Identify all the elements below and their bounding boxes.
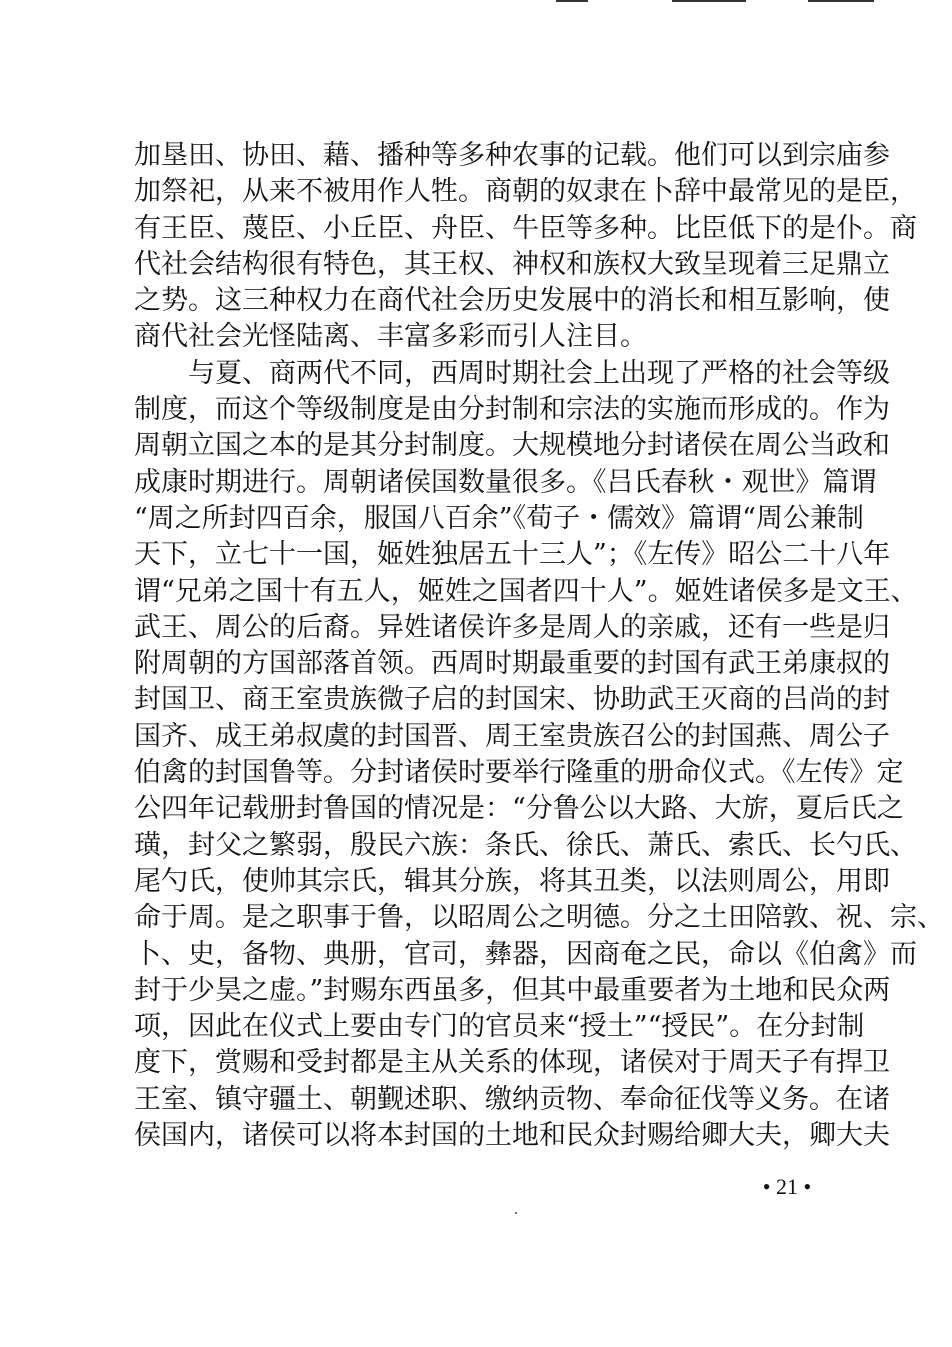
text-line: 封国卫、商王室贵族微子启的封国宋、协助武王灭商的吕尚的封 xyxy=(134,684,890,716)
top-edge-mark-3 xyxy=(808,0,874,2)
text-line: 之势。这三种权力在商代社会历史发展中的消长和相互影响，使 xyxy=(134,285,890,317)
text-line: 尾勺氏，使帅其宗氏，辑其分族，将其丑类，以法则周公，用即 xyxy=(134,865,890,897)
text-line: 度下，赏赐和受封都是主从关系的体现，诸侯对于周天子有捍卫 xyxy=(134,1047,890,1079)
text-line: 武王、周公的后裔。异姓诸侯许多是周人的亲戚，还有一些是归 xyxy=(134,611,890,643)
text-line: 侯国内，诸侯可以将本封国的土地和民众封赐给卿大夫，卿大夫 xyxy=(134,1120,890,1152)
body-text xyxy=(134,138,944,1154)
text-line: 制度，而这个等级制度是由分封制和宗法的实施而形成的。作为 xyxy=(134,394,890,426)
text-line: 加垦田、协田、藉、播种等多种农事的记载。他们可以到宗庙参 xyxy=(134,140,890,171)
scan-speck xyxy=(515,1212,517,1214)
text-line: 璜，封父之繁弱，殷民六族：条氏、徐氏、萧氏、索氏、长勺氏、 xyxy=(134,829,917,861)
text-line: 公四年记载册封鲁国的情况是：“分鲁公以大路、大旂，夏后氏之 xyxy=(134,793,904,825)
text-line: 项，因此在仪式上要由专门的官员来“授土”“授民”。在分封制 xyxy=(134,1011,865,1043)
text-line: 命于周。是之职事于鲁，以昭周公之明德。分之土田陪敦、祝、宗、 xyxy=(134,902,944,934)
top-edge-mark-2 xyxy=(672,0,746,2)
text-line: 加祭祀，从来不被用作人牲。商朝的奴隶在卜辞中最常见的是臣， xyxy=(134,176,917,208)
text-line: 国齐、成王弟叔虞的封国晋、周王室贵族召公的封国燕、周公子 xyxy=(134,720,890,752)
text-line: 封于少昊之虚。”封赐东西虽多，但其中最重要者为土地和民众两 xyxy=(134,974,891,1006)
paragraph-start-line: 与夏、商两代不同，西周时期社会上出现了严格的社会等级 xyxy=(188,357,890,389)
text-line: 附周朝的方国部落首领。西周时期最重要的封国有武王弟康叔的 xyxy=(134,648,890,680)
text-line: “周之所封四百余，服国八百余”《荀子・儒效》篇谓“周公兼制 xyxy=(134,502,864,534)
text-line: 伯禽的封国鲁等。分封诸侯时要举行隆重的册命仪式。《左传》定 xyxy=(134,757,904,789)
text-line: 周朝立国之本的是其分封制度。大规模地分封诸侯在周公当政和 xyxy=(134,430,890,462)
text-line: 天下，立七十一国，姬姓独居五十三人”；《左传》昭公二十八年 xyxy=(134,539,891,571)
text-line: 成康时期进行。周朝诸侯国数量很多。《吕氏春秋・观世》篇谓 xyxy=(134,466,877,498)
text-line: 商代社会光怪陆离、丰富多彩而引人注目。 xyxy=(134,321,647,353)
top-edge-mark-1 xyxy=(556,0,588,2)
text-line: 代社会结构很有特色，其王权、神权和族权大致呈现着三足鼎立 xyxy=(134,248,890,280)
text-line: 谓“兄弟之国十有五人，姬姓之国者四十人”。姬姓诸侯多是文王、 xyxy=(134,575,918,607)
page-number: • 21 • xyxy=(762,1174,812,1199)
text-line: 王室、镇守疆土、朝觐述职、缴纳贡物、奉命征伐等义务。在诸 xyxy=(134,1083,890,1115)
text-line: 卜、史，备物、典册，官司，彝器，因商奄之民，命以《伯禽》而 xyxy=(134,938,917,970)
text-line: 有王臣、蔑臣、小丘臣、舟臣、牛臣等多种。比臣低下的是仆。商 xyxy=(134,212,917,244)
